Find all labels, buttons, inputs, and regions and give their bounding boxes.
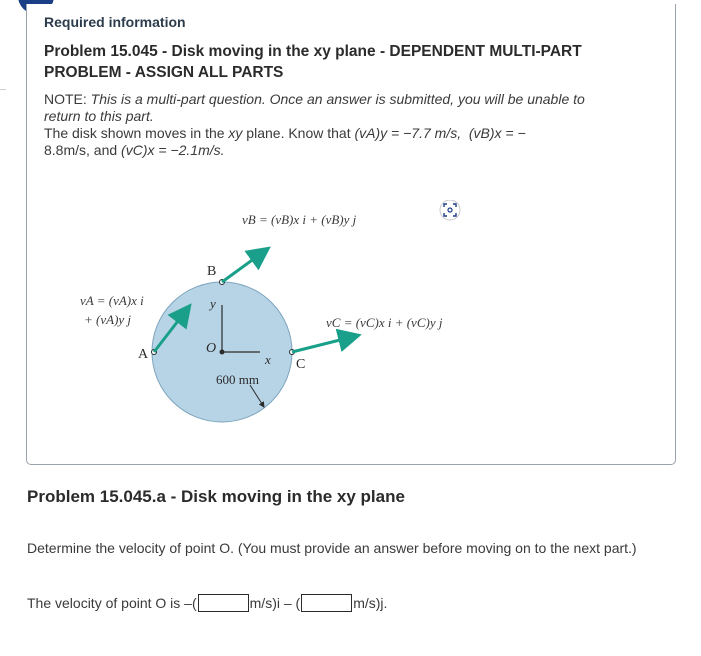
vC-arrow xyxy=(292,336,356,352)
note-body-xy: xy xyxy=(228,125,243,141)
given-vB: (vB)x = − xyxy=(468,125,526,141)
velocity-i-input[interactable] xyxy=(198,594,249,612)
problem-title: Problem 15.045 - Disk moving in the xy plane - DEPENDENT MULTI-PART PROBLEM - ASSIGN ALL PARTS xyxy=(44,43,582,81)
label-vA-line2: + (vA)y j xyxy=(84,312,132,327)
vB-arrow xyxy=(222,250,266,282)
label-vA-line1: vA = (vA)x i xyxy=(80,293,144,308)
note-and: and xyxy=(89,142,122,158)
given-vA: (vA)y = −7.7 m/s, xyxy=(354,125,462,141)
question-text: Determine the velocity of point O. (You must provide an answer before moving on to the next part.) xyxy=(27,540,637,556)
unit-i-label: m/s)i – ( xyxy=(249,595,301,611)
label-radius: 600 mm xyxy=(216,372,259,387)
disk-figure xyxy=(70,200,480,450)
focus-icon[interactable] xyxy=(440,200,460,220)
unit-j-label: m/s)j. xyxy=(353,595,388,611)
problem-note xyxy=(44,91,604,159)
label-point-O: O xyxy=(206,341,217,356)
label-point-B: B xyxy=(207,264,217,279)
label-point-C: C xyxy=(296,357,306,372)
question-title: Problem 15.045.a - Disk moving in the xy plane xyxy=(27,487,405,506)
answer-prefix: The velocity of point O is –( xyxy=(27,595,197,611)
note-body-mid: plane. Know that xyxy=(242,125,355,141)
point-O-dot xyxy=(220,350,225,355)
label-point-A: A xyxy=(138,347,149,362)
note-warning: This is a multi-part question. Once an answer is submitted, you will be unable to return to this part. xyxy=(44,91,585,124)
label-x-axis: x xyxy=(265,352,271,367)
divider xyxy=(0,89,6,90)
note-body-prefix: The disk shown moves in the xyxy=(44,125,229,141)
given-vB-value: 8.8m/s, xyxy=(44,142,90,158)
label-vB: vB = (vB)x i + (vB)y j xyxy=(242,212,357,227)
required-information-label: Required information xyxy=(44,14,186,30)
velocity-j-input[interactable] xyxy=(301,594,352,612)
note-prefix: NOTE: xyxy=(44,91,91,107)
label-vC: vC = (vC)x i + (vC)y j xyxy=(326,315,443,330)
given-vC: (vC)x = −2.1m/s. xyxy=(121,142,225,158)
label-y-axis: y xyxy=(210,296,216,311)
answer-line xyxy=(27,594,387,612)
